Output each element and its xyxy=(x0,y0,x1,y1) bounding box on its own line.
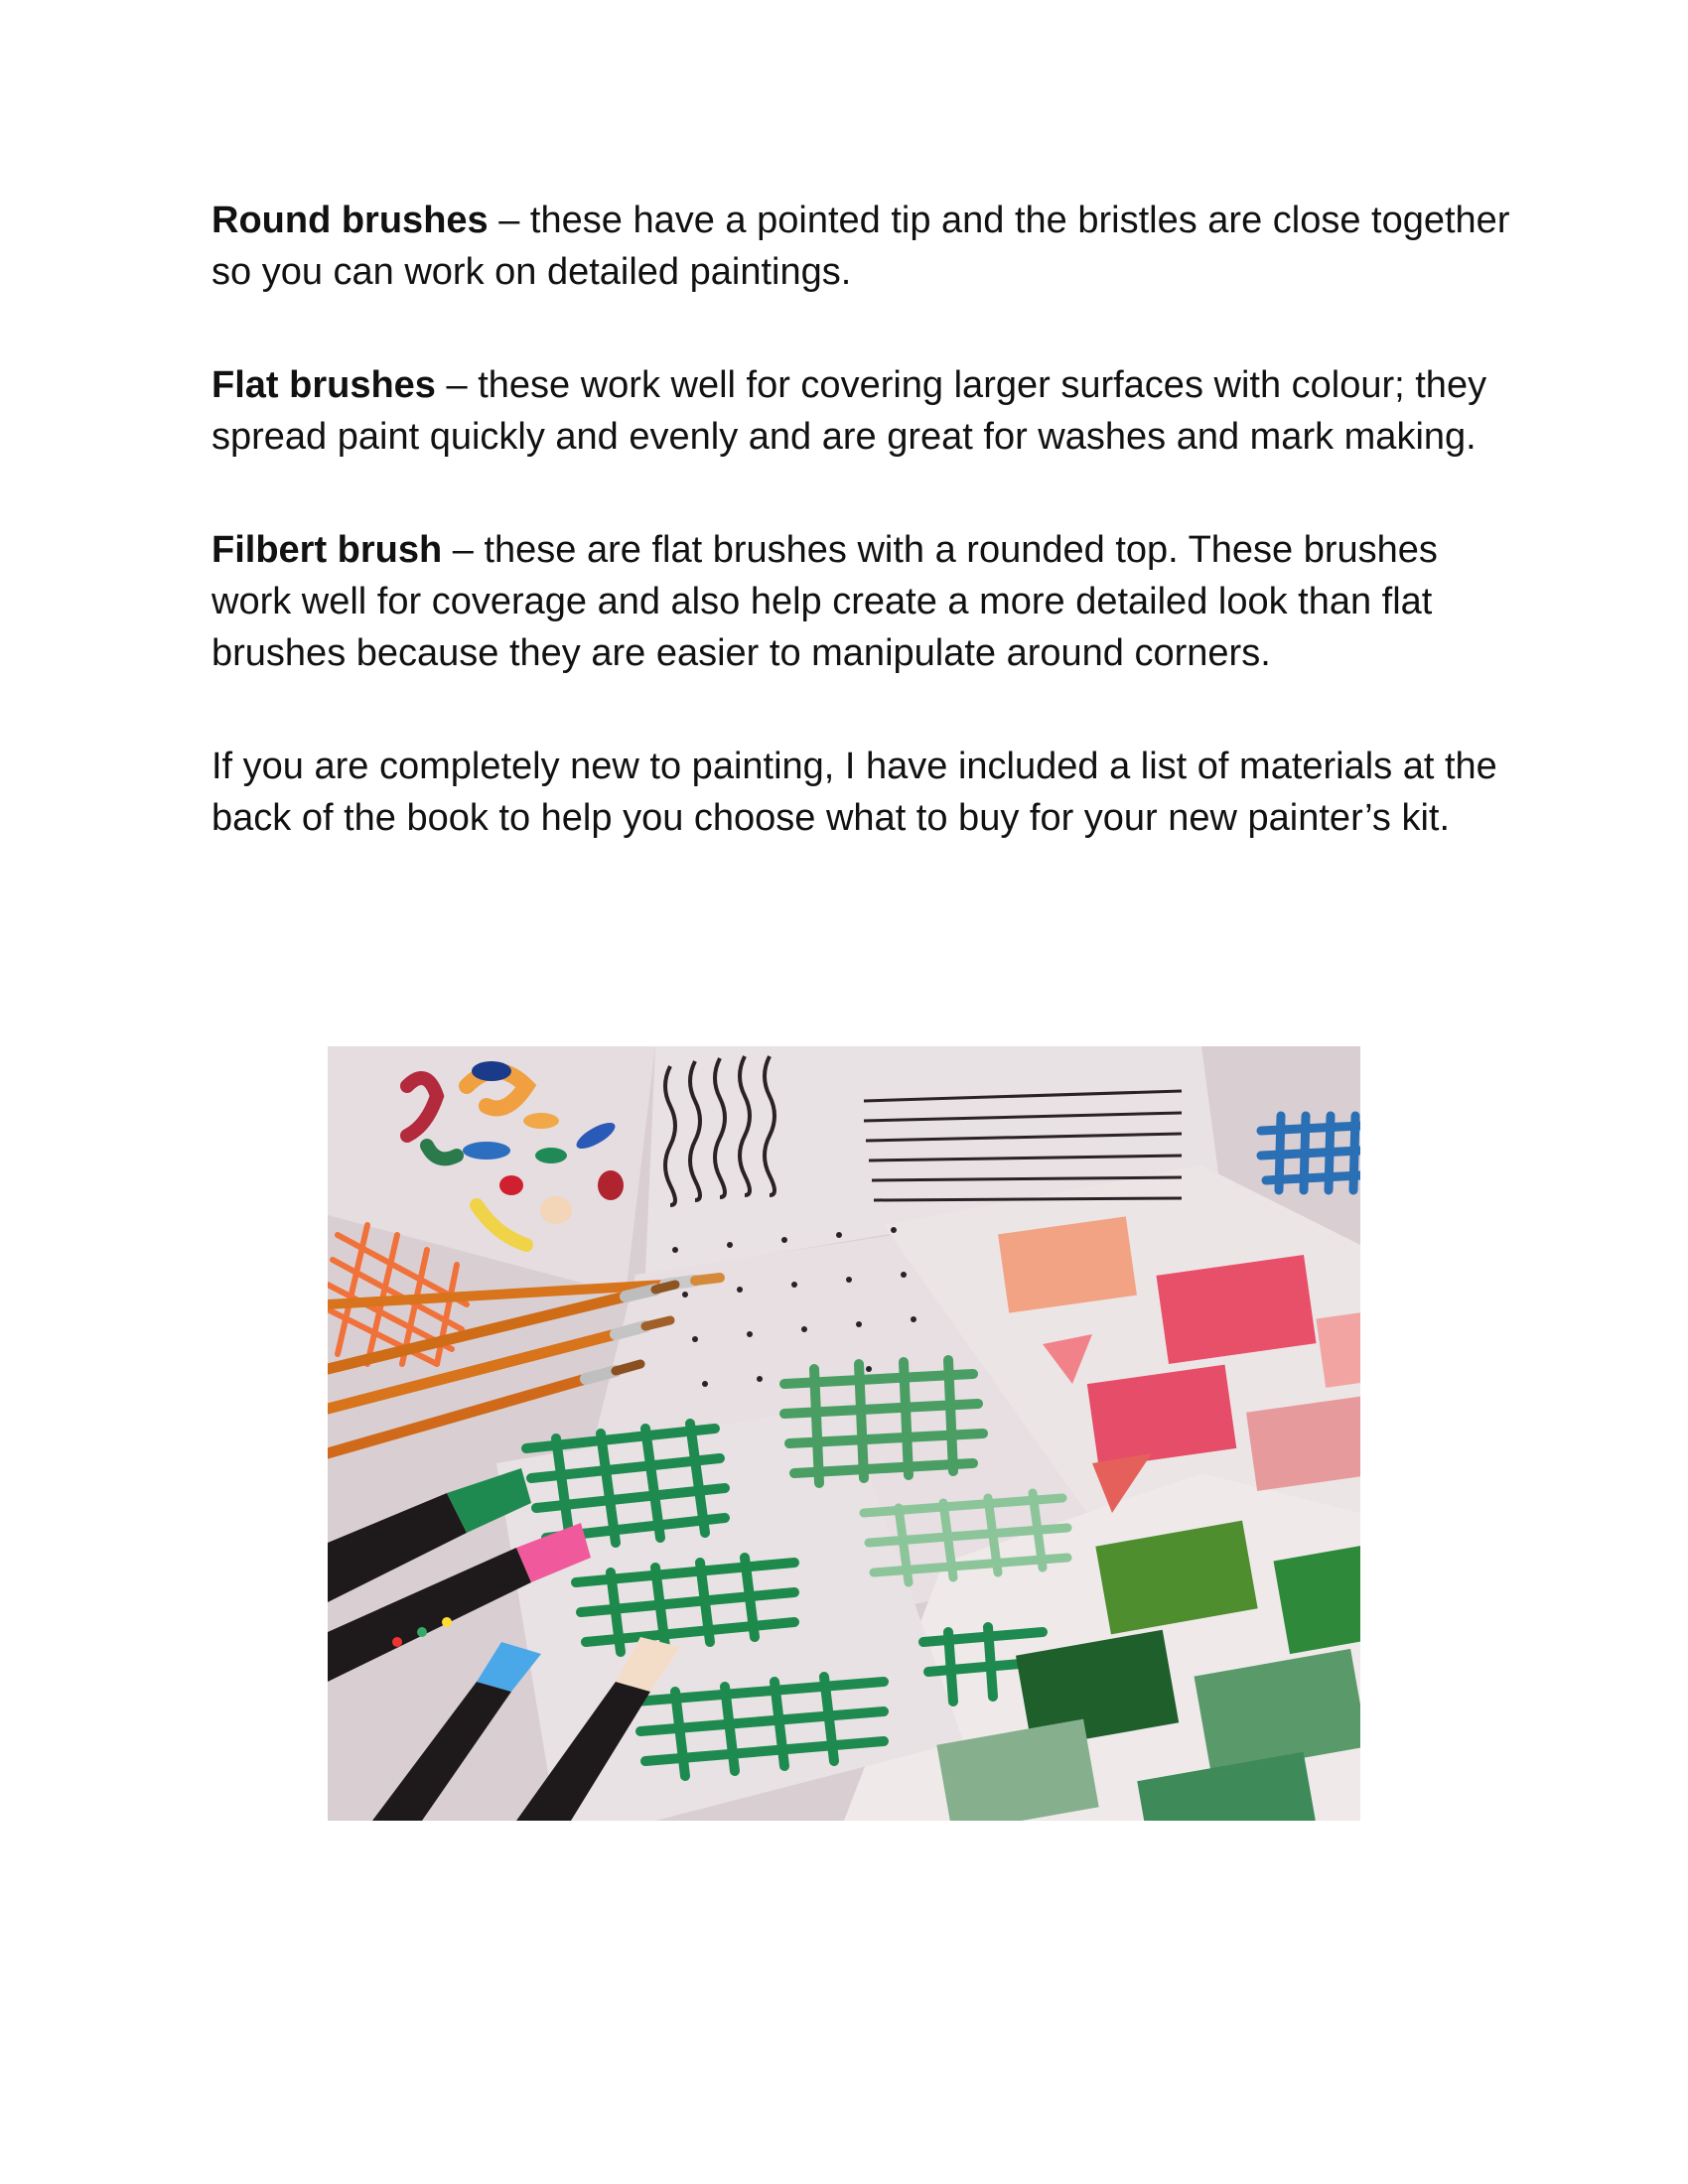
paragraph-flat-brushes xyxy=(211,359,1512,463)
paragraph-materials-note xyxy=(211,741,1512,844)
description-filbert-brush: – these are flat brushes with a rounded top. These brushes work well for coverage and also help create a more detailed look than flat brushes because they are easier to manipulate around corners. xyxy=(211,529,1438,674)
description-round-brushes: – these have a pointed tip and the bristles are close together so you can work on detailed paintings. xyxy=(211,200,1510,293)
painting-materials-photo xyxy=(328,1046,1360,1821)
materials-note-text: If you are completely new to painting, I have included a list of materials at the back of the book to help you choose what to buy for your new painter’s kit. xyxy=(211,746,1497,839)
term-round-brushes: Round brushes xyxy=(211,200,489,241)
paragraph-round-brushes xyxy=(211,195,1512,298)
description-flat-brushes: – these work well for covering larger surfaces with colour; they spread paint quickly and evenly and are great for washes and mark making. xyxy=(211,364,1487,458)
term-filbert-brush: Filbert brush xyxy=(211,529,443,571)
document-body xyxy=(211,195,1512,905)
paragraph-filbert-brush xyxy=(211,524,1512,679)
term-flat-brushes: Flat brushes xyxy=(211,364,436,406)
